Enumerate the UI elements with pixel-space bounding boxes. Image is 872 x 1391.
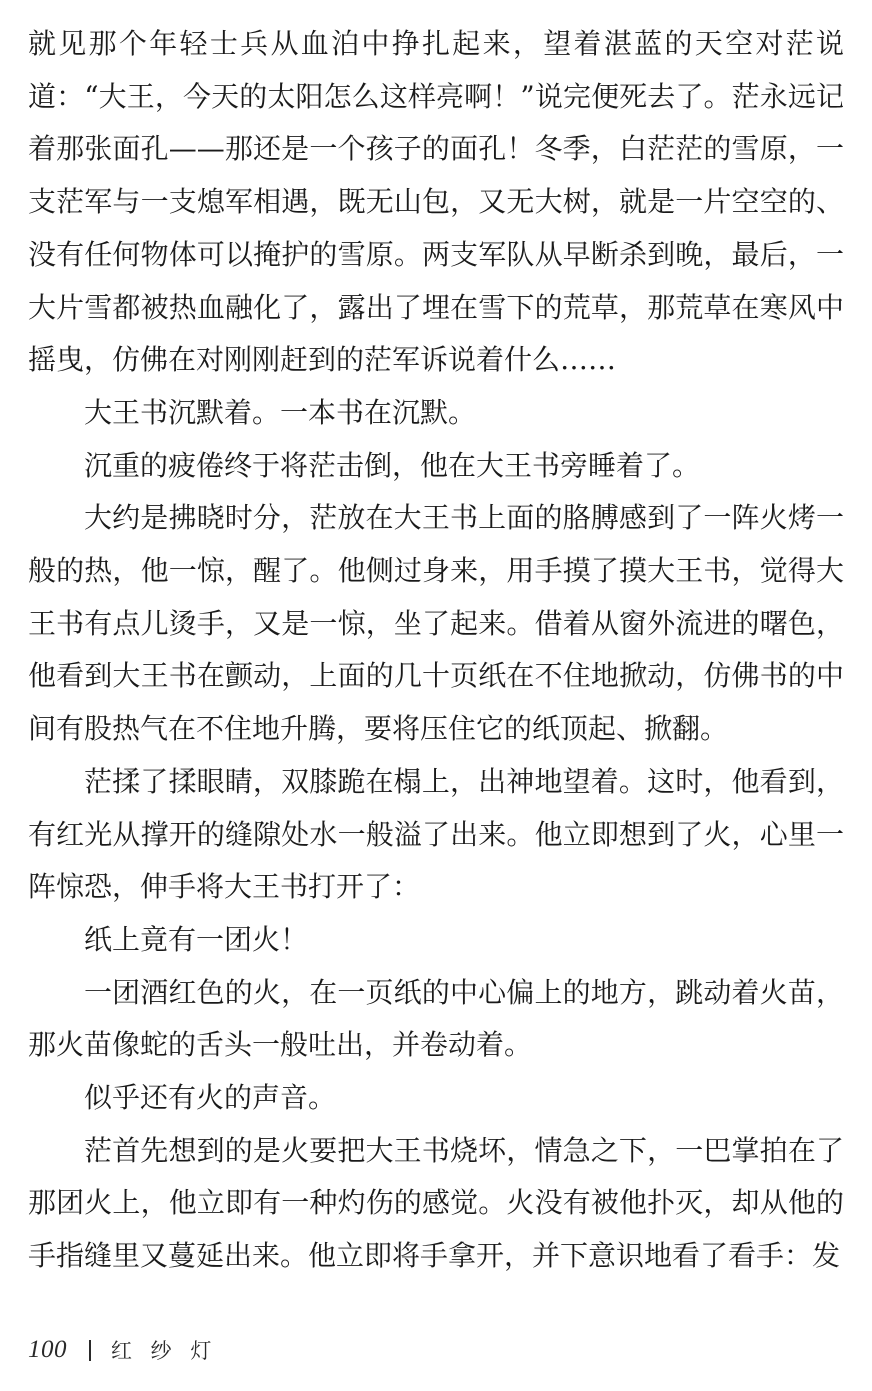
running-title: 红 纱 灯 [111, 1339, 218, 1363]
paragraph: 一团酒红色的火，在一页纸的中心偏上的地方，跳动着火苗，那火苗像蛇的舌头一般吐出，并卷动着。 [28, 975, 844, 1062]
paragraph: 大王书沉默着。一本书在沉默。 [84, 395, 477, 429]
paragraph: 似乎还有火的声音。 [84, 1081, 337, 1115]
body-text [28, 18, 844, 1283]
footer-divider [89, 1340, 91, 1361]
paragraph: 就见那个年轻士兵从血泊中挣扎起来，望着湛蓝的天空对茫说道：“大王，今天的太阳怎么这样亮啊！”说完便死去了。茫永远记着那张面孔——那还是一个孩子的面孔！冬季，白茫茫的雪原，一支茫军与一支熄军相遇，既无山包，又无大树，就是一片空空的、没有任何物体可以掩护的雪原。两支军队从早断杀到晚，最后，一大片雪都被热血融化了，露出了埋在雪下的荒草，那荒草在寒风中摇曳，仿佛在对刚刚赶到的茫军诉说着什么…… [28, 27, 844, 377]
paragraph: 沉重的疲倦终于将茫击倒，他在大王书旁睡着了。 [84, 448, 701, 482]
paragraph: 茫首先想到的是火要把大王书烧坏，情急之下，一巴掌拍在了那团火上，他立即有一种灼伤的感觉。火没有被他扑灭，却从他的手指缝里又蔓延出来。他立即将手拿开，并下意识地看了看手：发 [28, 1133, 844, 1273]
paragraph: 茫揉了揉眼睛，双膝跪在榻上，出神地望着。这时，他看到，有红光从撑开的缝隙处水一般溢了出来。他立即想到了火，心里一阵惊恐，伸手将大王书打开了： [28, 764, 844, 904]
page-number: 100 [28, 1336, 67, 1363]
paragraph: 大约是拂晓时分，茫放在大王书上面的胳膊感到了一阵火烤一般的热，他一惊，醒了。他侧过身来，用手摸了摸大王书，觉得大王书有点儿烫手，又是一惊，坐了起来。借着从窗外流进的曙色，他看到大王书在颤动，上面的几十页纸在不住地掀动，仿佛书的中间有股热气在不住地升腾，要将压住它的纸顶起、掀翻。 [28, 501, 844, 746]
page-footer [28, 1332, 217, 1368]
paragraph: 纸上竟有一团火！ [84, 922, 309, 956]
